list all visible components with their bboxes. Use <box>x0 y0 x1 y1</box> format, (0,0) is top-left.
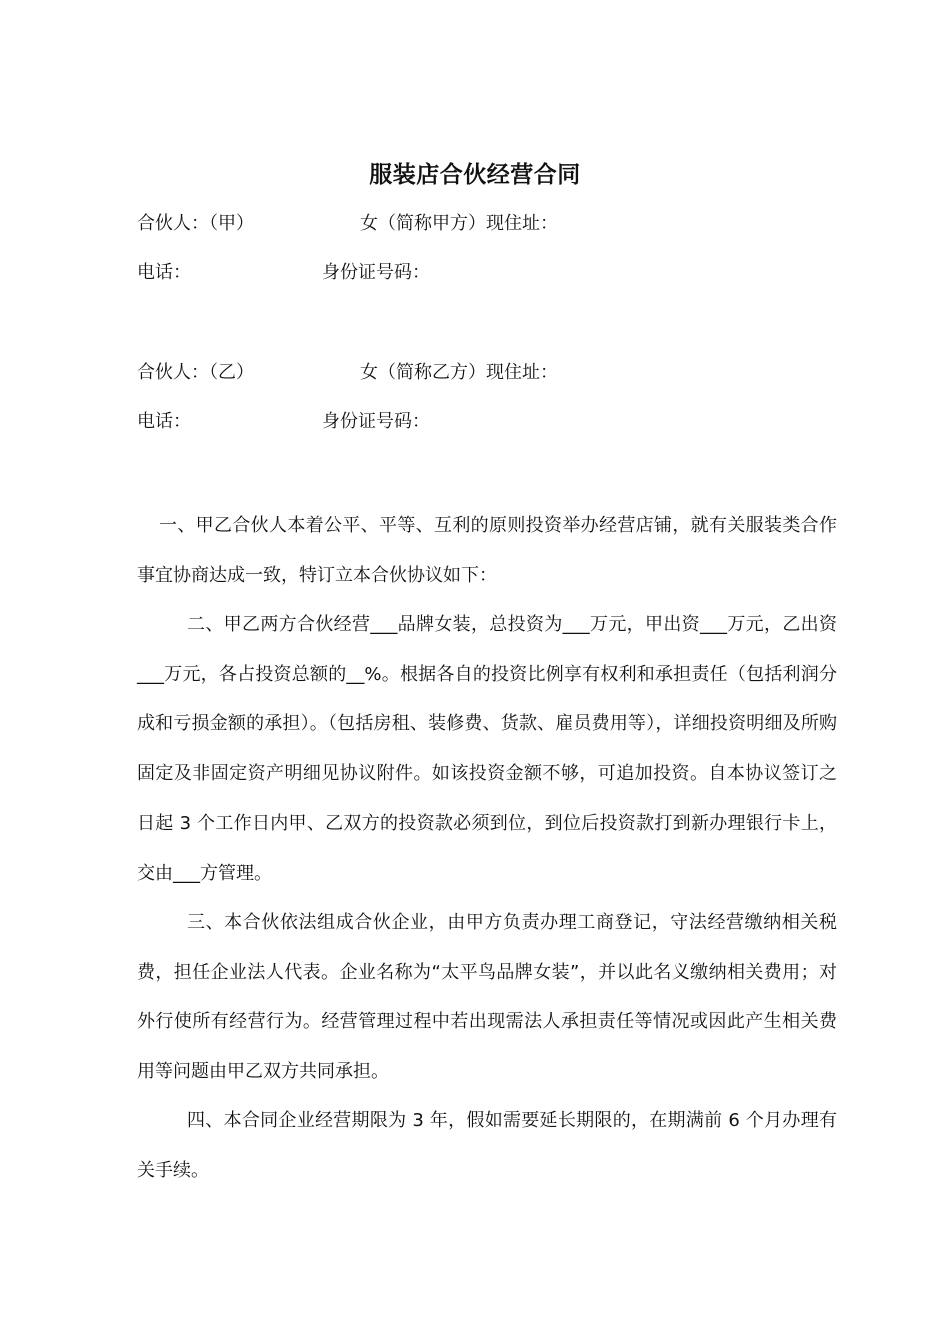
document-title: 服装店合伙经营合同 <box>369 162 581 188</box>
partner-a-gender-address: 女（简称甲方）现住址： <box>360 213 558 234</box>
partner-b-line <box>137 357 558 389</box>
clause-2: 二、甲乙两方合伙经营___品牌女装，总投资为___万元，甲出资___万元，乙出资___万元，各占投资总额的__%。根据各自的投资比例享有权利和承担责任（包括利润分成和亏损金额的承担）。（包括房租、装修费、货款、雇员费用等），详细投资明细及所购固定及非固定资产明细见协议附件。如该投资金额不够，可追加投资。自本协议签订之日起 3 个工作日内甲、乙双方的投资款必须到位，到位后投资款打到新办理银行卡上，交由___方管理。 <box>137 614 837 884</box>
partner-b-contact-line <box>137 406 430 438</box>
partner-a-id: 身份证号码： <box>322 262 430 283</box>
clause-4: 四、本合同企业经营期限为 3 年，假如需要延长期限的，在期满前 6 个月办理有关手续。 <box>137 1110 837 1181</box>
clause-3: 三、本合伙依法组成合伙企业，由甲方负责办理工商登记，守法经营缴纳相关税费，担任企业法人代表。企业名称为“太平鸟品牌女装”，并以此名义缴纳相关费用；对外行使所有经营行为。经营管理过程中若出现需法人承担责任等情况或因此产生相关费用等问题由甲乙双方共同承担。 <box>137 912 837 1083</box>
clause-1: 一、甲乙合伙人本着公平、平等、互利的原则投资举办经营店铺，就有关服装类合作事宜协商达成一致，特订立本合伙协议如下： <box>137 515 837 586</box>
partner-b-id: 身份证号码： <box>322 411 430 432</box>
partner-a-phone: 电话： <box>137 262 191 283</box>
partner-b-gender-address: 女（简称乙方）现住址： <box>360 362 558 383</box>
partner-a-label: 合伙人：（甲） <box>137 213 254 234</box>
partner-a-line <box>137 208 558 240</box>
partner-b-label: 合伙人：（乙） <box>137 362 254 383</box>
partner-b-phone: 电话： <box>137 411 191 432</box>
partner-a-contact-line <box>137 257 430 289</box>
